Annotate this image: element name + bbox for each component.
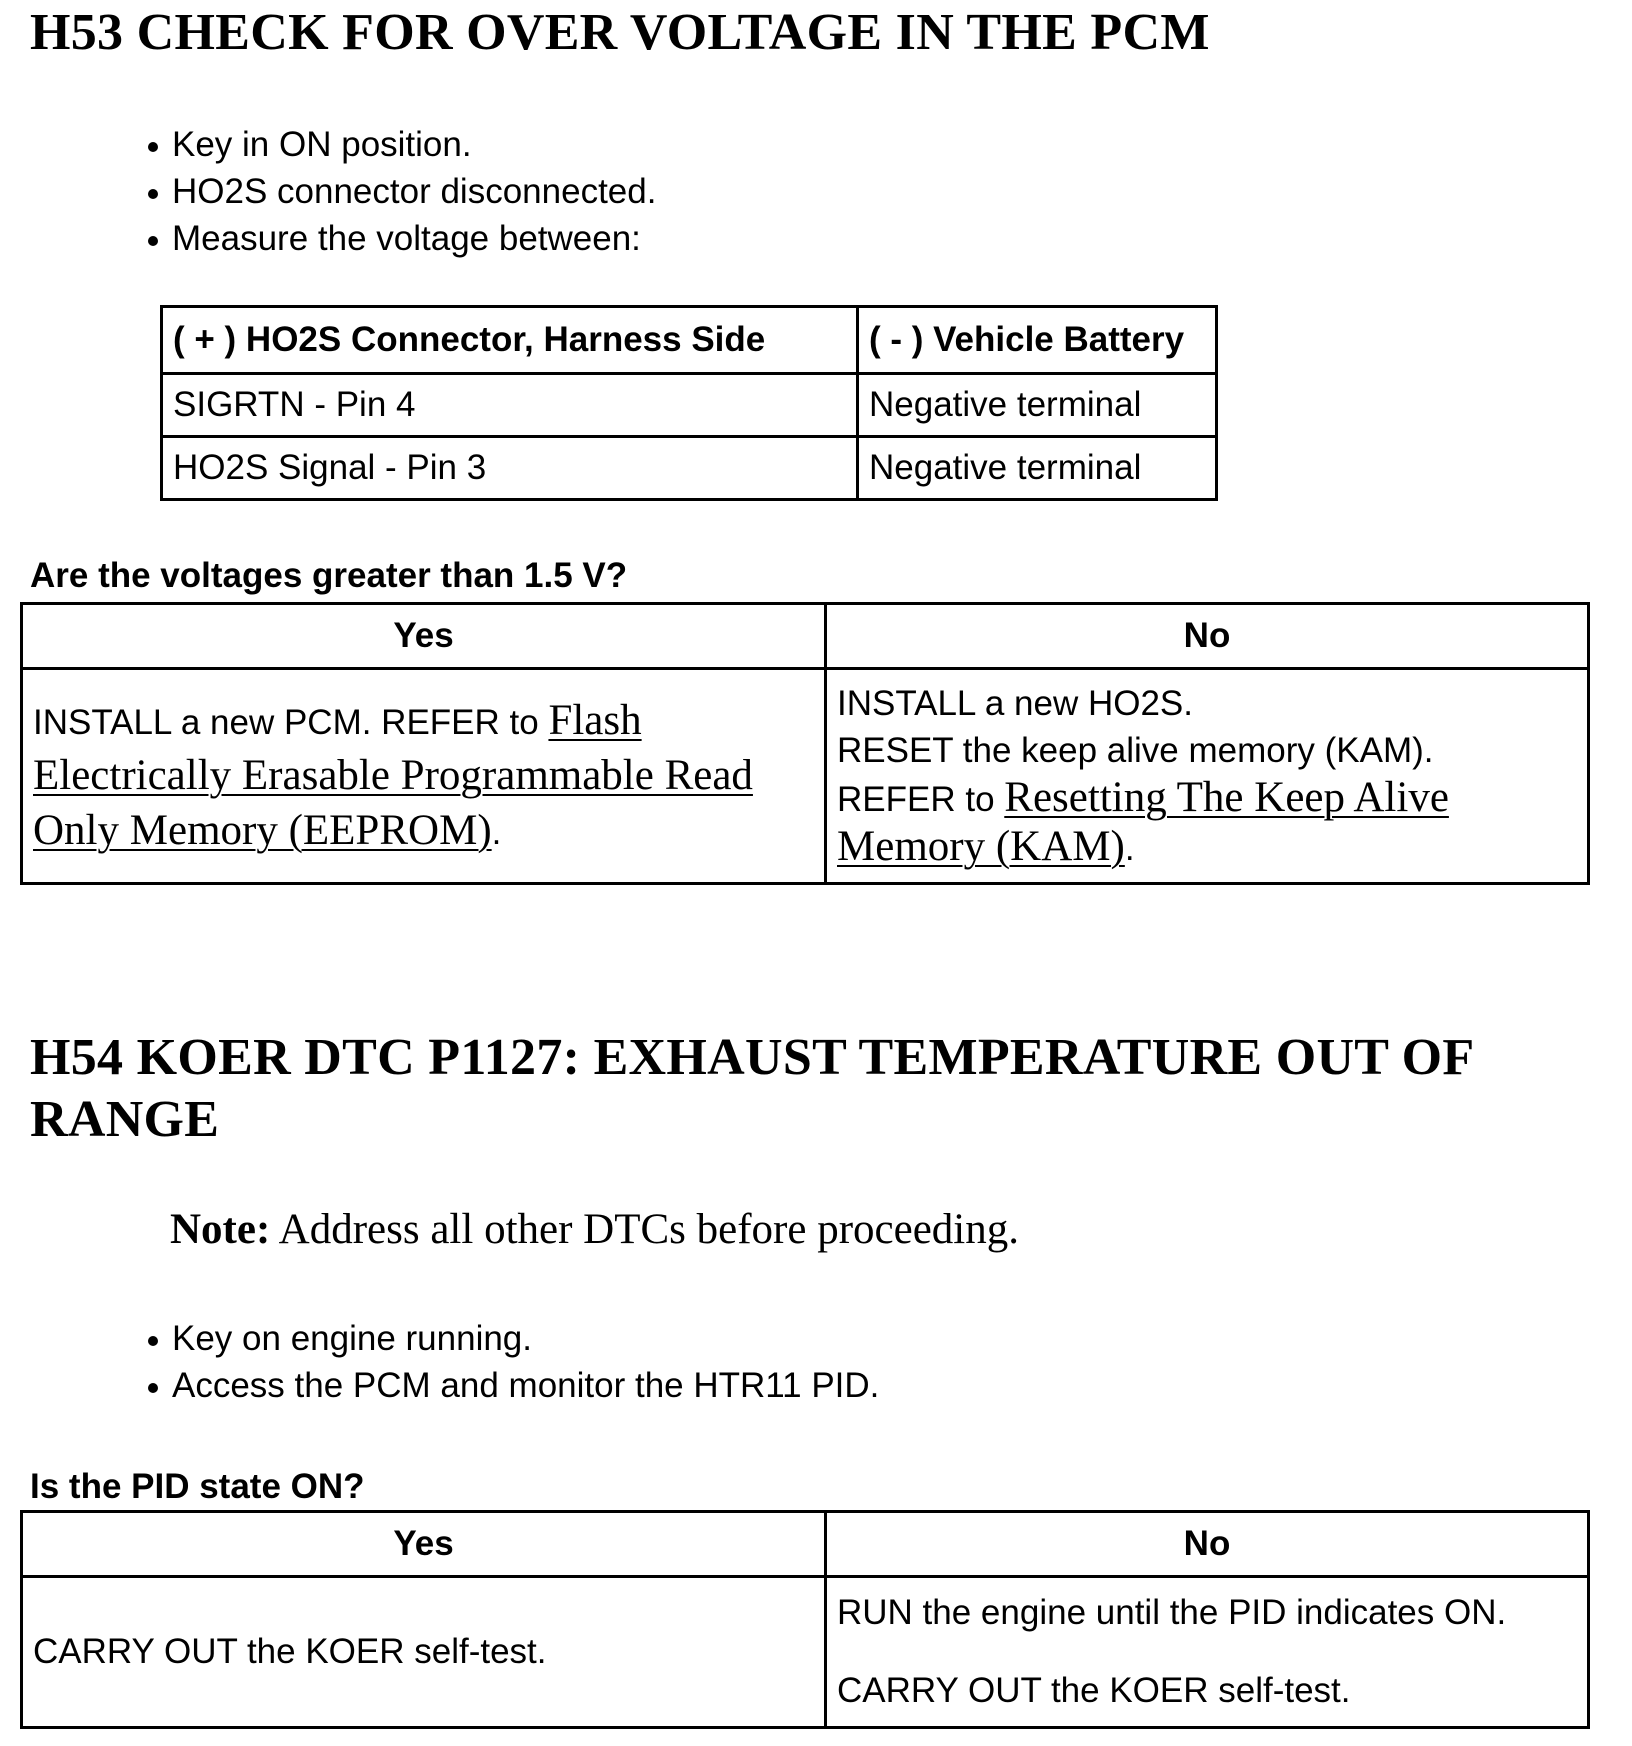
no-header: No: [826, 604, 1589, 669]
note: [170, 1204, 1019, 1256]
h53-heading: H53 CHECK FOR OVER VOLTAGE IN THE PCM: [30, 4, 1210, 61]
table-cell: Negative terminal: [858, 437, 1217, 500]
note-label: Note:: [170, 1206, 271, 1253]
table-header-row: [22, 1512, 1589, 1577]
list-item: Key in ON position.: [146, 121, 656, 168]
eeprom-reference-link[interactable]: Flash Electrically Erasable Programmable Read Only Memory (EEPROM): [33, 696, 753, 854]
yes-answer-cell: [22, 669, 826, 884]
h53-answer-table: [20, 602, 1590, 885]
table-header-row: [22, 604, 1589, 669]
yes-header: Yes: [22, 604, 826, 669]
table-row: [162, 437, 1217, 500]
table-cell: HO2S Signal - Pin 3: [162, 437, 858, 500]
no-answer-line: RESET the keep alive memory (KAM).: [837, 731, 1434, 770]
no-header: No: [826, 1512, 1589, 1577]
h54-answer-table: [20, 1510, 1590, 1729]
table-row: [22, 669, 1589, 884]
h53-bullet-list: [146, 121, 656, 262]
kam-reference-link[interactable]: Resetting The Keep Alive Memory (KAM): [837, 774, 1449, 870]
note-text: Address all other DTCs before proceeding.: [270, 1206, 1019, 1253]
no-answer-cell: [826, 669, 1589, 884]
table-row: [162, 374, 1217, 437]
table-cell: Negative terminal: [858, 374, 1217, 437]
measurement-table: [160, 305, 1218, 501]
table-cell: SIGRTN - Pin 4: [162, 374, 858, 437]
table-header-row: [162, 307, 1217, 374]
no-answer-line: INSTALL a new HO2S.: [837, 684, 1193, 723]
no-answer-cell: [826, 1577, 1589, 1728]
yes-answer-cell: CARRY OUT the KOER self-test.: [22, 1577, 826, 1728]
table-row: [22, 1577, 1589, 1728]
h53-question: Are the voltages greater than 1.5 V?: [30, 556, 628, 595]
column-header: ( + ) HO2S Connector, Harness Side: [162, 307, 858, 374]
period: .: [491, 812, 502, 852]
no-answer-line: RUN the engine until the PID indicates ON.: [837, 1593, 1507, 1632]
period: .: [1124, 829, 1135, 868]
no-answer-line: REFER to: [837, 780, 1005, 819]
no-answer-line: CARRY OUT the KOER self-test.: [837, 1671, 1351, 1710]
yes-header: Yes: [22, 1512, 826, 1577]
h54-bullet-list: [146, 1315, 879, 1409]
yes-answer-text: INSTALL a new PCM. REFER to: [33, 702, 549, 742]
list-item: Access the PCM and monitor the HTR11 PID.: [146, 1362, 879, 1409]
h54-heading: H54 KOER DTC P1127: EXHAUST TEMPERATURE OUT OF RANGE: [30, 1029, 1473, 1148]
column-header: ( - ) Vehicle Battery: [858, 307, 1217, 374]
list-item: Key on engine running.: [146, 1315, 879, 1362]
list-item: HO2S connector disconnected.: [146, 168, 656, 215]
list-item: Measure the voltage between:: [146, 215, 656, 262]
h54-question: Is the PID state ON?: [30, 1467, 365, 1506]
